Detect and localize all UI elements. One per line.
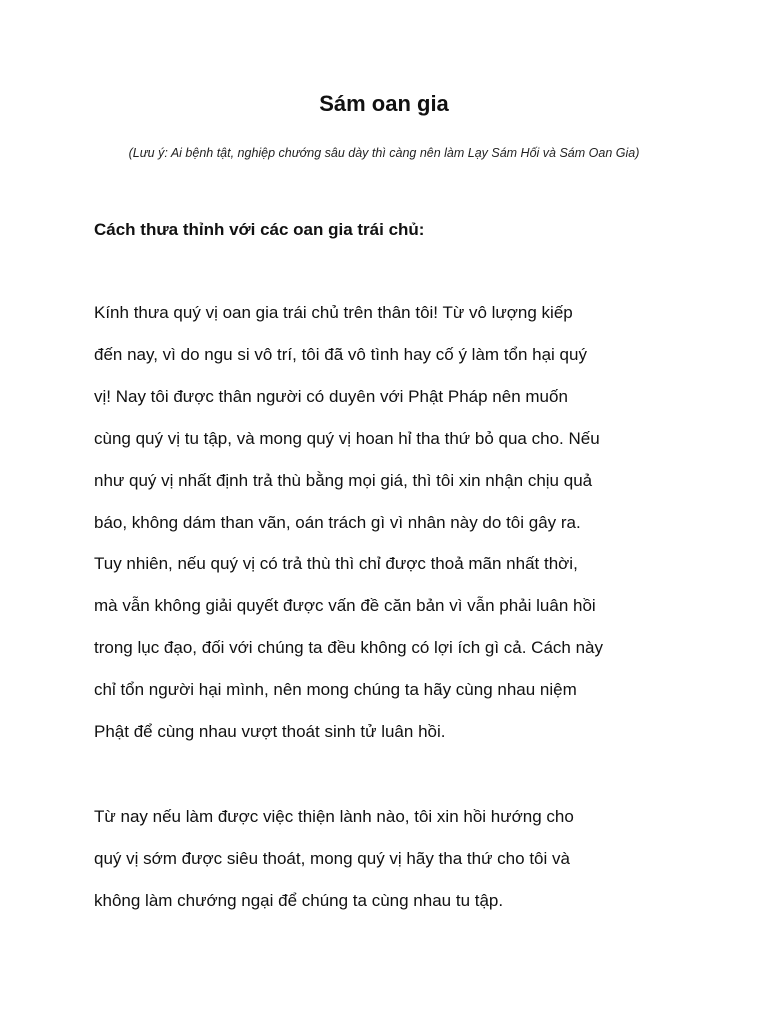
paragraph-line: báo, không dám than vãn, oán trách gì vì nhân này do tôi gây ra. — [94, 512, 581, 532]
paragraph-line: chỉ tổn người hại mình, nên mong chúng ta hãy cùng nhau niệm — [94, 680, 577, 700]
paragraph-line: không làm chướng ngại để chúng ta cùng nhau tu tập. — [94, 890, 504, 910]
paragraph-line: đến nay, vì do ngu si vô trí, tôi đã vô tình hay cố ý làm tổn hại quý — [94, 344, 587, 364]
paragraph-2 — [94, 796, 574, 922]
note-text: (Lưu ý: Ai bệnh tật, nghiệp chướng sâu dày thì càng nên làm Lạy Sám Hối và Sám Oan Gia) — [128, 146, 640, 160]
paragraph-line: Kính thưa quý vị oan gia trái chủ trên thân tôi! Từ vô lượng kiếp — [94, 303, 573, 322]
paragraph-line: cùng quý vị tu tập, và mong quý vị hoan hỉ tha thứ bỏ qua cho. Nếu — [94, 428, 600, 448]
paragraph-line: vị! Nay tôi được thân người có duyên với Phật Pháp nên muốn — [94, 386, 568, 406]
paragraph-line: Phật để cùng nhau vượt thoát sinh tử luân hồi. — [94, 722, 446, 742]
paragraph-1 — [94, 292, 603, 753]
paragraph-line: trong lục đạo, đối với chúng ta đều không có lợi ích gì cả. Cách này — [94, 638, 603, 658]
paragraph-line: Tuy nhiên, nếu quý vị có trả thù thì chỉ được thoả mãn nhất thời, — [94, 554, 578, 574]
paragraph-line: như quý vị nhất định trả thù bằng mọi giá, thì tôi xin nhận chịu quả — [94, 470, 593, 490]
paragraph-line: quý vị sớm được siêu thoát, mong quý vị hãy tha thứ cho tôi và — [94, 848, 570, 868]
section-heading: Cách thưa thỉnh với các oan gia trái chủ: — [94, 220, 425, 239]
paragraph-line: Từ nay nếu làm được việc thiện lành nào, tôi xin hồi hướng cho — [94, 807, 574, 826]
paragraph-line: mà vẫn không giải quyết được vấn đề căn bản vì vẫn phải luân hồi — [94, 596, 596, 616]
page-title: Sám oan gia — [319, 91, 449, 116]
